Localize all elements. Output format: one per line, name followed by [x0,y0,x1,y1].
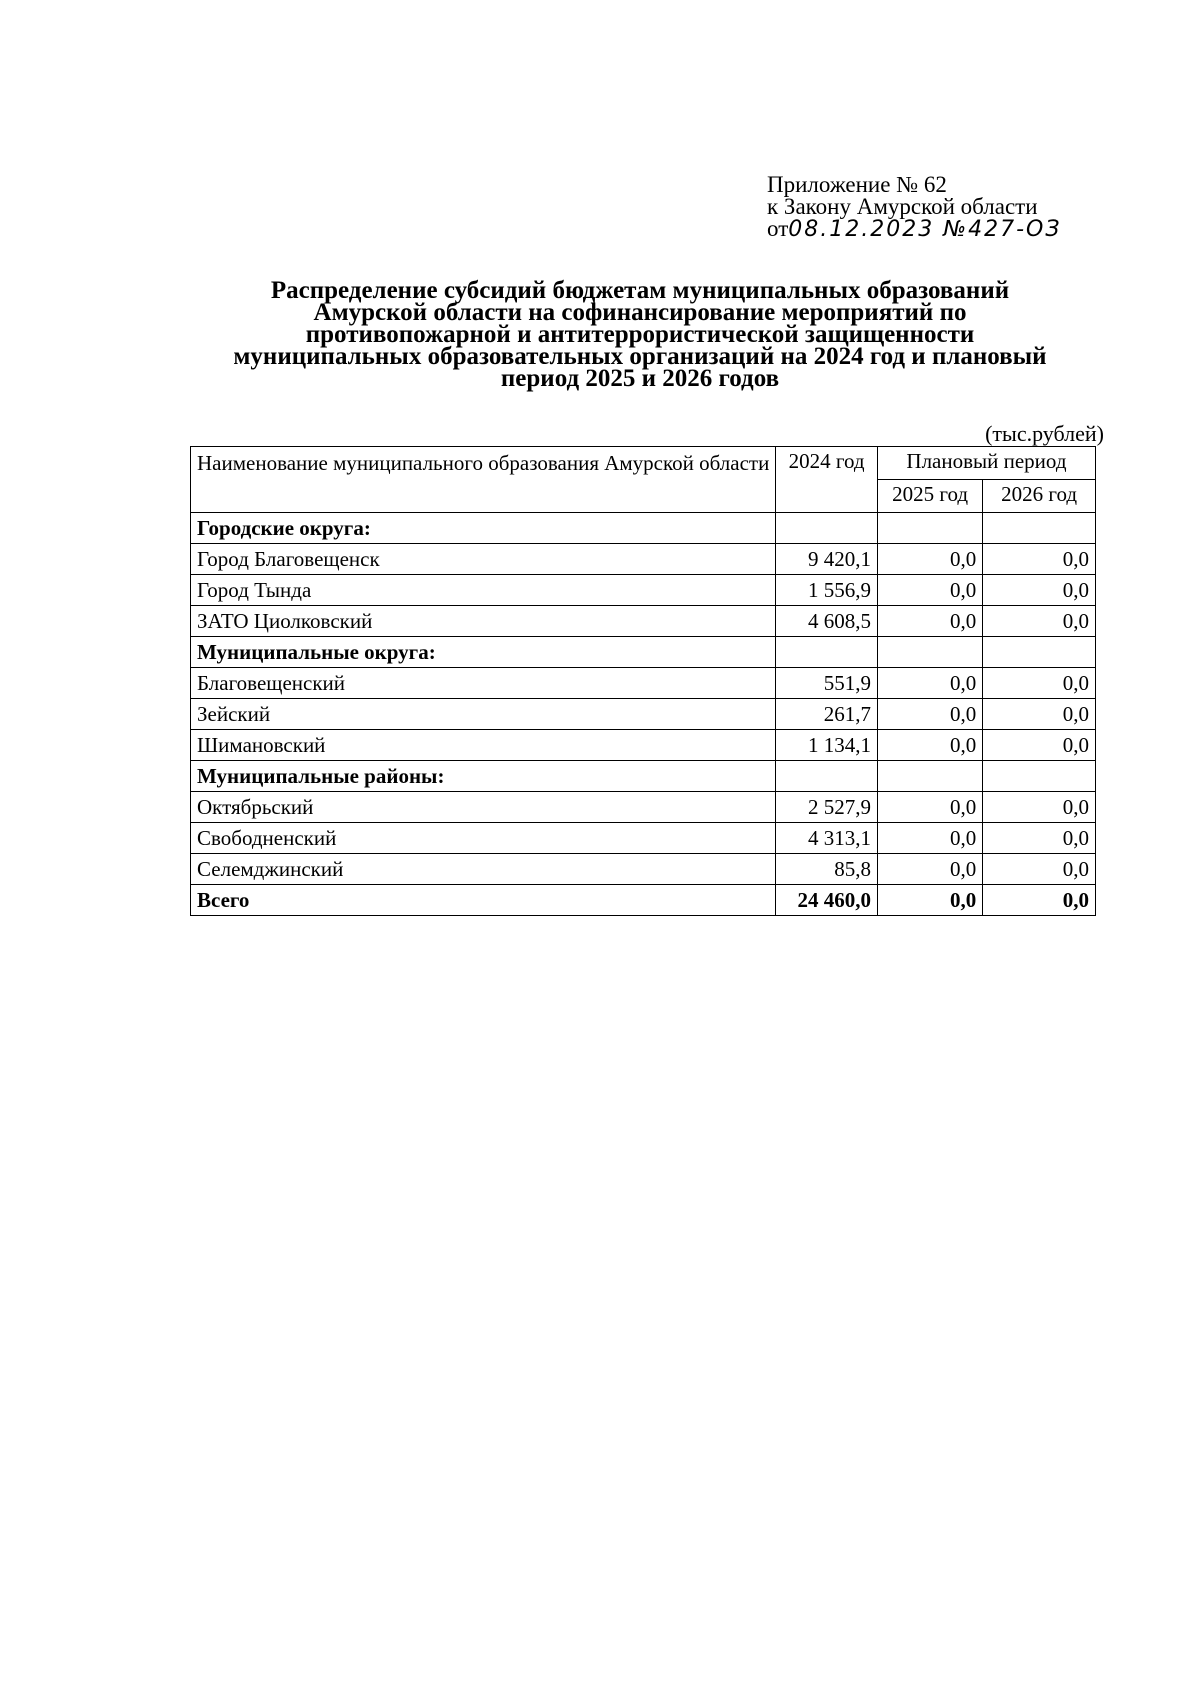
cell-name: Зейский [191,699,776,730]
cell-2024: 4 608,5 [776,606,878,637]
cell-2026: 0,0 [983,699,1096,730]
cell-name: Селемджинский [191,854,776,885]
title-line: Распределение субсидий бюджетам муниципальных образований [270,277,1010,304]
cell-2025: 0,0 [877,699,982,730]
cell-2024 [776,637,878,668]
document-title [180,277,1100,392]
cell-2026: 0,0 [983,823,1096,854]
cell-2024: 1 556,9 [776,575,878,606]
cell-name: Шимановский [191,730,776,761]
appendix-number: Приложение № 62 [767,172,947,197]
appendix-date-line [767,218,1061,241]
header-2025: 2025 год [877,480,982,513]
units-label: (тыс.рублей) [985,421,1104,446]
cell-name: Муниципальные округа: [191,637,776,668]
cell-2026 [983,761,1096,792]
table-row [191,668,1096,699]
cell-name: Свободненский [191,823,776,854]
cell-name: ЗАТО Циолковский [191,606,776,637]
cell-2024: 4 313,1 [776,823,878,854]
subsidy-table [190,446,1096,916]
cell-2025: 0,0 [877,730,982,761]
table-row [191,854,1096,885]
cell-2024: 261,7 [776,699,878,730]
table-row [191,544,1096,575]
table-row [191,606,1096,637]
table-header-row [191,447,1096,480]
table-row [191,575,1096,606]
cell-name: Город Тында [191,575,776,606]
cell-2025 [877,761,982,792]
cell-2026: 0,0 [983,730,1096,761]
cell-2025: 0,0 [877,606,982,637]
cell-2025: 0,0 [877,885,982,916]
cell-2024: 551,9 [776,668,878,699]
cell-2025: 0,0 [877,823,982,854]
cell-2025: 0,0 [877,854,982,885]
header-2026: 2026 год [983,480,1096,513]
cell-name: Город Благовещенск [191,544,776,575]
title-line: муниципальных образовательных организаций на 2024 год и плановый [233,343,1047,370]
cell-2026: 0,0 [983,575,1096,606]
cell-name: Октябрьский [191,792,776,823]
cell-2024: 2 527,9 [776,792,878,823]
appendix-law: к Закону Амурской области [767,194,1038,219]
cell-2024: 9 420,1 [776,544,878,575]
header-2024: 2024 год [776,447,878,513]
table-row [191,730,1096,761]
cell-2024: 1 134,1 [776,730,878,761]
cell-2025: 0,0 [877,792,982,823]
cell-2026: 0,0 [983,544,1096,575]
cell-2026 [983,637,1096,668]
cell-2025: 0,0 [877,575,982,606]
cell-2025 [877,513,982,544]
table-row [191,792,1096,823]
table-total-row [191,885,1096,916]
cell-name: Всего [191,885,776,916]
cell-2025 [877,637,982,668]
cell-name: Муниципальные районы: [191,761,776,792]
cell-2026: 0,0 [983,792,1096,823]
header-name: Наименование муниципального образования Амурской области [191,447,776,513]
cell-2026: 0,0 [983,668,1096,699]
title-line: период 2025 и 2026 годов [500,365,780,392]
cell-2026 [983,513,1096,544]
table-group-row [191,761,1096,792]
handwritten-date-number: 08.12.2023 №427-ОЗ [788,217,1062,242]
appendix-reference [767,174,1061,241]
cell-name: Городские округа: [191,513,776,544]
cell-2024: 24 460,0 [776,885,878,916]
cell-2026: 0,0 [983,854,1096,885]
title-line: противопожарной и антитеррористической защищенности [305,321,975,348]
cell-2025: 0,0 [877,544,982,575]
title-line: Амурской области на софинансирование мероприятий по [313,299,967,326]
cell-name: Благовещенский [191,668,776,699]
cell-2024 [776,761,878,792]
appendix-date-prefix: от [767,216,789,241]
cell-2024 [776,513,878,544]
cell-2024: 85,8 [776,854,878,885]
table-group-row [191,637,1096,668]
table-group-row [191,513,1096,544]
header-planned-period: Плановый период [877,447,1095,480]
table-row [191,823,1096,854]
table-row [191,699,1096,730]
cell-2026: 0,0 [983,885,1096,916]
cell-2025: 0,0 [877,668,982,699]
cell-2026: 0,0 [983,606,1096,637]
